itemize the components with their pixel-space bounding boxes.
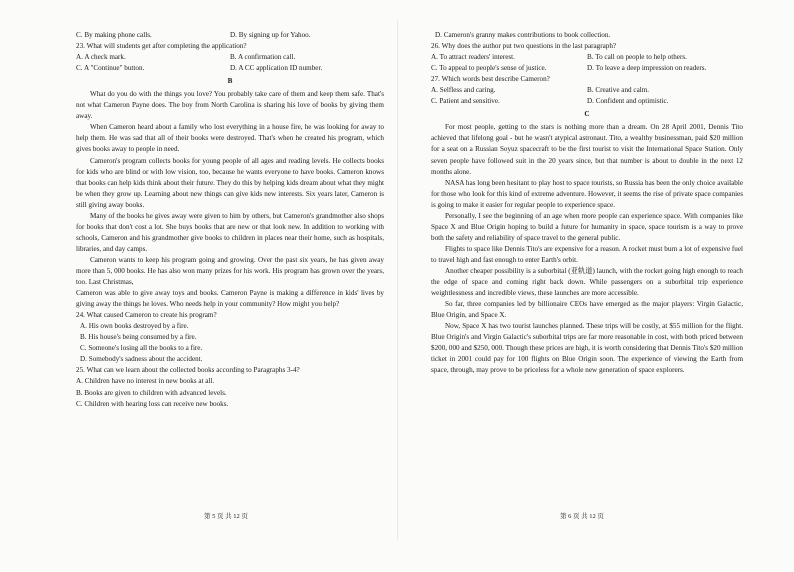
q26-question: 26. Why does the author put two questions in the last paragraph? [431,42,617,51]
q25-option-d: D. Cameron's granny makes contributions to book collection. [435,31,611,39]
right-page [431,30,743,376]
q27-options-cd [431,96,743,107]
passage-c-paragraph-3: Personally, I see the beginning of an age when more people can experience space. With companies like Space X and Blue Origin hoping to build a future for humanity in space, space tourism is a way to prove both the safety and reliability of space travel to the general public. [431,211,743,242]
page-number-right: 第 6 页 共 12 页 [560,513,604,520]
passage-c-paragraph-1: For most people, getting to the stars is nothing more than a dream. On 28 April 2001, Dennis Tito achieved that lifelong goal - but he wasn't atypical astronaut. Tito, a wealthy businessman, paid $20 million for a seat on a Russian Soyuz spacecraft to be the first tourist to visit the International Space Station. Only seven people have followed suit in the 20 years since, but that number is about to double in the next 12 months alone. [431,123,743,176]
section-heading-c: C [584,110,590,119]
q27-option-c: C. Patient and sensitive. [431,97,500,106]
q25-option-a: A. Children have no interest in new books at all. [76,377,215,386]
passage-b-paragraph-1: What do you do with the things you love? You probably take care of them and keep them safe. That's not what Cameron Payne does. The boy from North Carolina is sharing his love of books by giving them away. [76,90,384,121]
q24-question: 24. What caused Cameron to create his program? [76,311,217,320]
page-divider [397,20,398,540]
q26-options-cd [431,63,743,74]
q25-option-c: C. Children with hearing loss can receive new books. [76,399,229,408]
q22-option-c: C. By making phone calls. [76,31,152,39]
q23-options-cd [76,63,384,74]
q26-options-ab [431,52,743,63]
q24-option-c: C. Someone's losing all the books to a fire. [80,344,203,353]
q26-option-d: D. To leave a deep impression on readers. [587,64,707,73]
passage-c-paragraph-2: NASA has long been hesitant to play host to space tourists, so Russia has been the only choice available for those who look for this kind of extreme adventure. However, it seems the rise of private space companies is going to make it easier for regular people to experience space. [431,178,743,209]
left-page [76,30,384,410]
q22-options [76,30,384,41]
q23-option-a: A. A check mark. [76,53,126,62]
q26-option-b: B. To call on people to help others. [587,53,687,62]
passage-b-paragraph-6: Cameron was able to give away toys and books. Cameron Payne is making a difference in kids' lives by giving away the things he loves. Who needs help in your community? How might you help? [76,289,384,309]
q24-option-a: A. His own books destroyed by a fire. [80,322,189,331]
q24-option-d: D. Somebody's sadness about the accident. [80,355,203,364]
q26-option-a: A. To attract readers' interest. [431,53,515,62]
passage-b-paragraph-4: Many of the books he gives away were given to him by others, but Cameron's grandmother also shops for books that don't cost a lot. She buys books that are new or that look new. In addition to working with schools, Cameron and his grandmother give books to children in places near their home, such as hospitals, libraries, and day camps. [76,211,384,253]
q24-option-b: B. His house's being consumed by a fire. [80,333,197,342]
q23-question: 23. What will students get after completing the application? [76,42,247,51]
passage-c-paragraph-5: Another cheaper possibility is a suborbital (亚轨道) launch, with the rocket going high enough to reach the edge of space and coming right back down. While passengers on a suborbital trip experience weightlessness and incredible views, these launches are more accessible. [431,266,743,298]
q25-option-b: B. Books are given to children with advanced levels. [76,388,227,397]
q27-option-b: B. Creative and calm. [587,86,650,95]
passage-b-paragraph-2: When Cameron heard about a family who lost everything in a house fire, he was looking for away to help them. He was sad that all of their books were destroyed. That's when he created his program, which gives books away to people in need. [76,123,384,154]
passage-b-paragraph-5: Cameron wants to keep his program going and growing. Over the past six years, he has given away more than 5, 000 books. He has also won many prizes for his work. His program has grown over the years, too. Last Christmas, [76,255,384,287]
q23-options-ab [76,52,384,63]
passage-c-paragraph-7: Now, Space X has two tourist launches planned. These trips will be costly, at $55 million for the flight. Blue Origin's and Virgin Galactic's suborbital trips are far more reasonable in cost, with both priced between $200, 000 and $250, 000. Though these prices are high, it is worth considering that Dennis Tito's $20 million ticket in 2001 could pay for 100 flights on Blue Origin soon. The experience of viewing the Earth from space, through, may prove to be priceless for a whole new generation of space explorers. [431,322,743,375]
q27-option-d: D. Confident and optimistic. [587,97,669,106]
q23-option-d: D. A CC application ID number. [230,64,323,73]
q23-option-b: B. A confirmation call. [230,53,296,62]
q25-question: 25. What can we learn about the collected books according to Paragraphs 3-4? [76,366,300,375]
q26-option-c: C. To appeal to people's sense of justice. [431,64,547,73]
section-heading-b: B [227,77,233,86]
q22-option-d: D. By signing up for Yahoo. [230,31,311,39]
page-number-left: 第 5 页 共 12 页 [204,513,248,520]
q27-question: 27. Which words best describe Cameron? [431,75,550,84]
q27-option-a: A. Selfless and caring. [431,86,496,95]
q27-options-ab [431,85,743,96]
q23-option-c: C. A "Continue" button. [76,64,145,73]
passage-c-paragraph-4: Flights to space like Dennis Tito's are expensive for a reason. A rocket must burn a lot of expensive fuel to travel high and fast enough to enter Earth's orbit. [431,244,743,264]
passage-b-paragraph-3: Cameron's program collects books for young people of all ages and reading levels. He collects books for kids who are blind or with low vision, too, because he wants everyone to have books. Cameron knows that books can help kids think about their future. They do this by helping kids dream about what they might be when they grow up. Learning about new things can give kids new interests. Six years later, Cameron is still giving away books. [76,156,384,209]
passage-c-paragraph-6: So far, three companies led by billionaire CEOs have emerged as the major players: Virgin Galactic, Blue Origin, and Space X. [431,300,743,320]
